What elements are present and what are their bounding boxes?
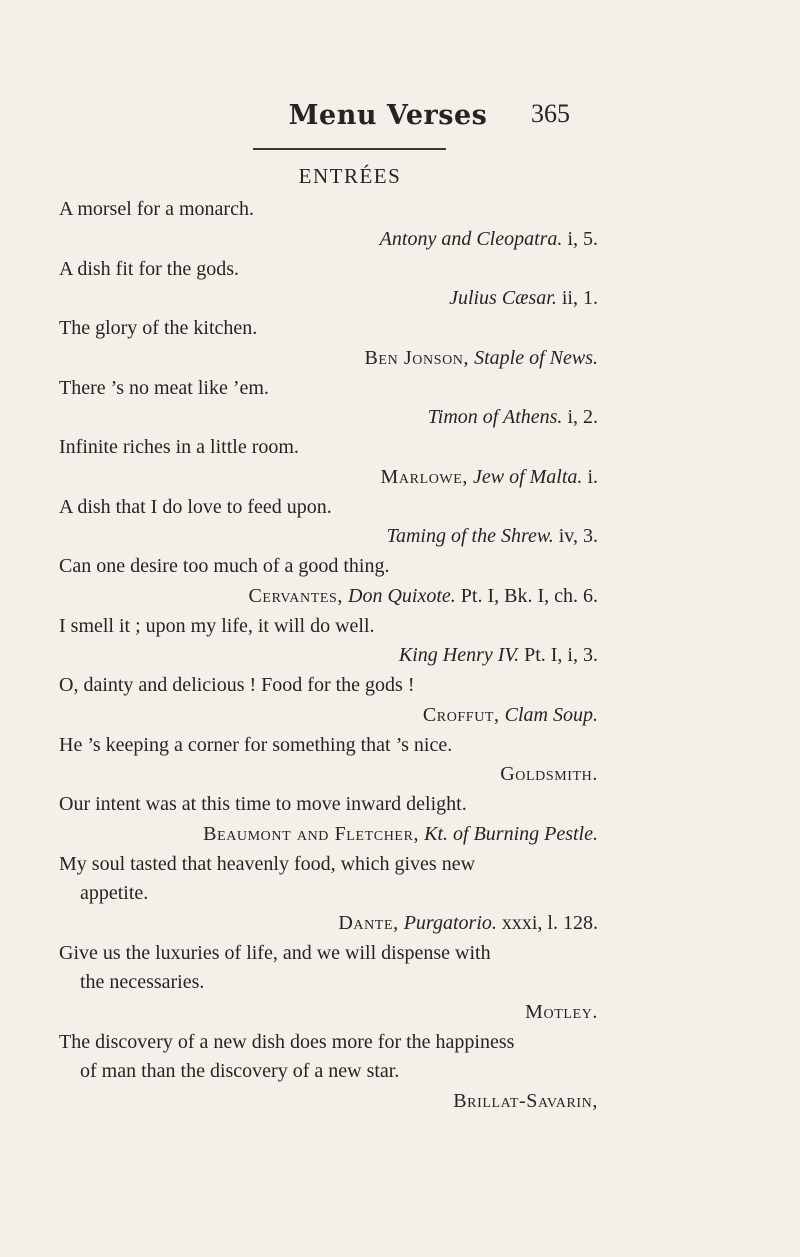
- quote-line: the necessaries.: [80, 971, 205, 993]
- section-title-text: ENTRÉES: [298, 164, 402, 188]
- citation-ref: ii, 1.: [561, 287, 598, 309]
- citation-ref: i.: [587, 465, 598, 488]
- quote-line: There ’s no meat like ’em.: [59, 376, 269, 399]
- citation-author: Motley.: [525, 1000, 598, 1023]
- citation-author: Marlowe,: [380, 465, 468, 488]
- page-number: 365: [531, 99, 570, 128]
- citation: [428, 405, 598, 429]
- quote-line: O, dainty and delicious ! Food for the gods !: [59, 674, 415, 696]
- citation-ref: i, 2.: [567, 406, 598, 428]
- citation-ref: iv, 3.: [558, 525, 598, 547]
- quote-line: Can one desire too much of a good thing.: [59, 555, 390, 577]
- header-rule: [253, 148, 446, 150]
- citation: [423, 703, 598, 727]
- citation-work: Antony and Cleopatra.: [379, 227, 563, 250]
- citation-work: Timon of Athens.: [427, 406, 563, 428]
- citation-author: Cervantes,: [248, 584, 344, 607]
- quote-line: My soul tasted that heavenly food, which gives new: [59, 852, 476, 875]
- citation: [364, 346, 598, 370]
- citation-ref: xxxi, l. 128.: [501, 911, 598, 934]
- quote-line: I smell it ; upon my life, it will do well.: [59, 614, 375, 637]
- citation-author: Goldsmith.: [500, 763, 598, 785]
- citation-ref: Pt. I, Bk. I, ch. 6.: [460, 584, 598, 607]
- citation: [387, 524, 598, 548]
- quote-line: Give us the luxuries of life, and we will dispense with: [59, 941, 491, 964]
- citation-author: Dante,: [338, 911, 399, 934]
- quote-line: The glory of the kitchen.: [59, 317, 258, 339]
- citation-work: Clam Soup.: [504, 703, 598, 726]
- citation-work: Purgatorio.: [403, 911, 497, 934]
- quote-line: The discovery of a new dish does more for the happiness: [59, 1030, 515, 1053]
- citation-work: Taming of the Shrew.: [386, 525, 554, 547]
- section-title: [0, 164, 800, 189]
- quote-line: A dish fit for the gods.: [59, 257, 239, 280]
- citation-author: Brillat-Savarin,: [453, 1089, 598, 1112]
- quote-line: Our intent was at this time to move inward delight.: [59, 793, 467, 815]
- citation-ref: Pt. I, i, 3.: [524, 644, 598, 666]
- citation-author: Croffut,: [422, 703, 500, 726]
- quote-line: A morsel for a monarch.: [59, 198, 254, 220]
- citation-work: Don Quixote.: [348, 584, 456, 607]
- quote-line: appetite.: [80, 882, 149, 904]
- quote-line: Infinite riches in a little room.: [59, 436, 299, 458]
- citation-work: Staple of News.: [474, 346, 598, 369]
- citation: [525, 1000, 598, 1024]
- citation: [399, 643, 598, 667]
- quote-line: of man than the discovery of a new star.: [80, 1060, 400, 1082]
- citation-author: Ben Jonson,: [364, 346, 470, 369]
- running-head-title: Menu Verses: [288, 100, 488, 131]
- citation: [248, 584, 598, 608]
- citation: [338, 911, 598, 935]
- quote-line: He ’s keeping a corner for something that ’s nice.: [59, 733, 453, 756]
- citation-author: Beaumont and Fletcher,: [203, 822, 420, 845]
- citation: [203, 822, 598, 846]
- citation: [380, 227, 598, 251]
- citation-work: Kt. of Burning Pestle.: [424, 822, 598, 845]
- citation: [381, 465, 598, 489]
- citation: [449, 286, 598, 310]
- citation: [453, 1089, 598, 1113]
- citation-work: King Henry IV.: [398, 644, 520, 666]
- quote-line: A dish that I do love to feed upon.: [59, 495, 332, 518]
- citation-work: Julius Cæsar.: [449, 287, 557, 309]
- citation: [500, 762, 598, 786]
- citation-work: Jew of Malta.: [473, 465, 583, 488]
- citation-ref: i, 5.: [567, 227, 598, 250]
